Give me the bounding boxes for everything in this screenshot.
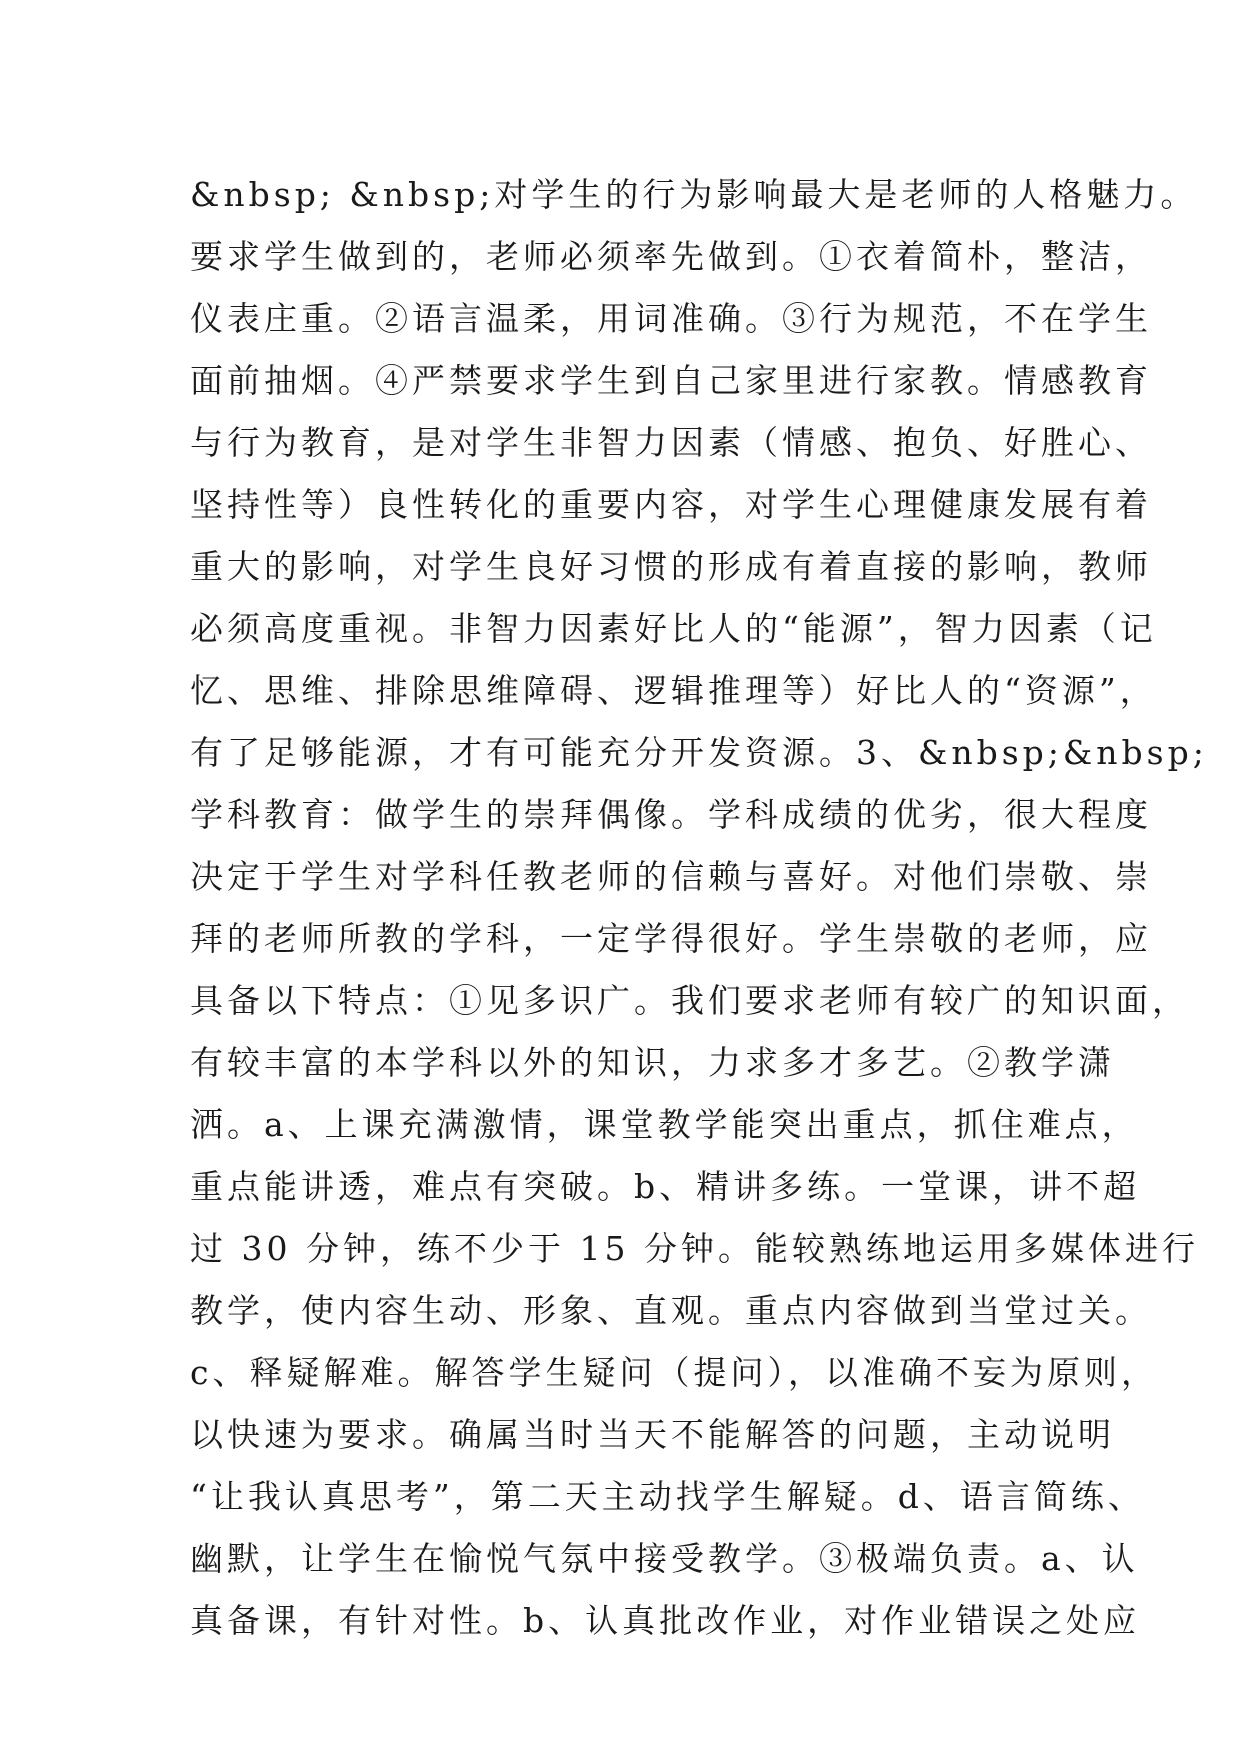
- text-line: 重大的影响，对学生良好习惯的形成有着直接的影响，教师: [190, 547, 1152, 586]
- text-line: 与行为教育，是对学生非智力因素（情感、抱负、好胜心、: [190, 423, 1152, 462]
- text-line: 真备课，有针对性。b、认真批改作业，对作业错误之处应: [190, 1601, 1141, 1640]
- text-line: “让我认真思考”，第二天主动找学生解疑。d、语言简练、: [190, 1477, 1145, 1516]
- text-line: 以快速为要求。确属当时当天不能解答的问题，主动说明: [190, 1415, 1115, 1454]
- text-line: 过 30 分钟，练不少于 15 分钟。能较熟练地运用多媒体进行: [190, 1229, 1199, 1268]
- text-line: 必须高度重视。非智力因素好比人的“能源”，智力因素（记: [190, 609, 1157, 648]
- text-line: 教学，使内容生动、形象、直观。重点内容做到当堂过关。: [190, 1291, 1152, 1330]
- text-line: 仪表庄重。②语言温柔，用词准确。③行为规范，不在学生: [190, 299, 1152, 338]
- text-line: 洒。a、上课充满激情，课堂教学能突出重点，抓住难点，: [190, 1105, 1139, 1144]
- text-line: 学科教育：做学生的崇拜偶像。学科成绩的优劣，很大程度: [190, 795, 1152, 834]
- text-line: 有了足够能源，才有可能充分开发资源。3、&nbsp;&nbsp;: [190, 733, 1208, 772]
- text-line: 面前抽烟。④严禁要求学生到自己家里进行家教。情感教育: [190, 361, 1152, 400]
- text-line: 具备以下特点：①见多识广。我们要求老师有较广的知识面，: [190, 981, 1189, 1020]
- text-line: 重点能讲透，难点有突破。b、精讲多练。一堂课，讲不超: [190, 1167, 1141, 1206]
- text-line: 决定于学生对学科任教老师的信赖与喜好。对他们崇敬、崇: [190, 857, 1152, 896]
- text-line: 有较丰富的本学科以外的知识，力求多才多艺。②教学潇: [190, 1043, 1115, 1082]
- text-line: 忆、思维、排除思维障碍、逻辑推理等）好比人的“资源”，: [190, 671, 1157, 710]
- text-line: c、释疑解难。解答学生疑问（提问），以准确不妄为原则，: [190, 1353, 1158, 1392]
- text-line: 坚持性等）良性转化的重要内容，对学生心理健康发展有着: [190, 485, 1152, 524]
- text-line: 拜的老师所教的学科，一定学得很好。学生崇敬的老师，应: [190, 919, 1152, 958]
- body-text: [190, 164, 1208, 1652]
- text-line: 幽默，让学生在愉悦气氛中接受教学。③极端负责。a、认: [190, 1539, 1139, 1578]
- text-line: &nbsp; &nbsp;对学生的行为影响最大是老师的人格魅力。: [190, 175, 1198, 214]
- text-line: 要求学生做到的，老师必须率先做到。①衣着简朴，整洁，: [190, 237, 1152, 276]
